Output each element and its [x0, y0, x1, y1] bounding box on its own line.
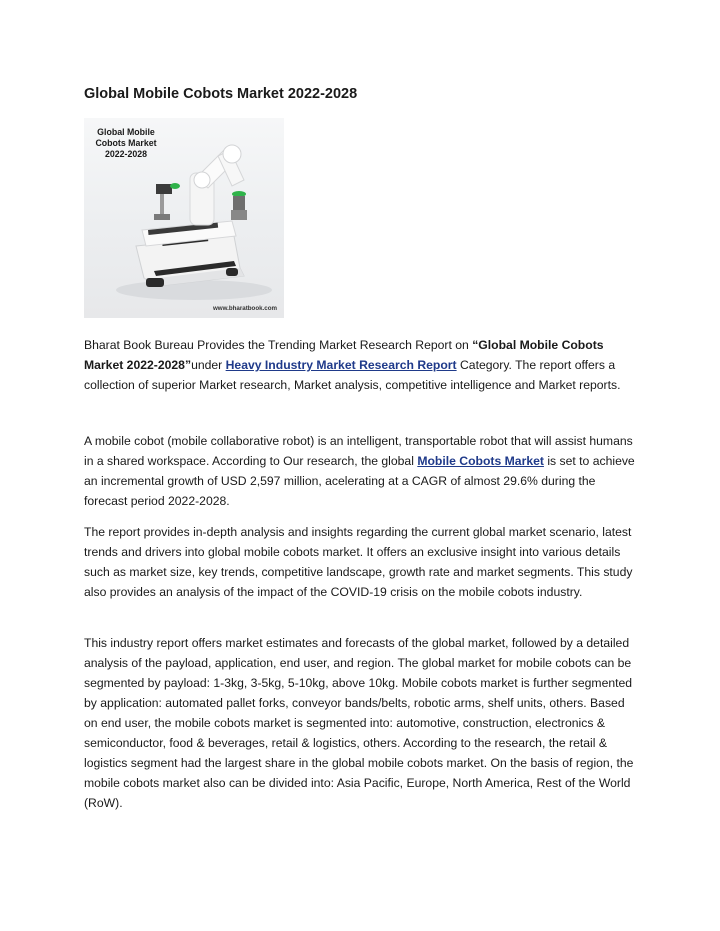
definition-paragraph: [84, 431, 636, 511]
market-link[interactable]: Mobile Cobots Market: [417, 454, 544, 468]
intro-paragraph: [84, 335, 636, 395]
page-title: Global Mobile Cobots Market 2022-2028: [84, 86, 358, 102]
intro-text-mid: under: [191, 358, 226, 372]
cover-title-line: Global Mobile: [97, 127, 155, 137]
analysis-paragraph: The report provides in-depth analysis and insights regarding the current global market scenario, latest trends and drivers into global mobile cobots market. It offers an exclusive insight into various details such as market size, key trends, competitive landscape, growth rate and market segments. This study also provides an analysis of the impact of the COVID-19 crisis on the mobile cobots industry.: [84, 525, 633, 599]
report-name: “Global Mobile Cobots Market 2022-2028”: [84, 338, 604, 372]
intro-text-end: Category. The report offers a collection of superior Market research, Market analysis, competitive intelligence and Market reports.: [84, 358, 621, 392]
cover-title-line: 2022-2028: [104, 149, 148, 159]
intro-text: Bharat Book Bureau Provides the Trending Market Research Report on: [84, 338, 473, 352]
cover-url: www.bharatbook.com: [212, 305, 277, 312]
cover-title: [94, 127, 158, 160]
cover-image: [84, 118, 284, 318]
definition-text: A mobile cobot (mobile collaborative robot) is an intelligent, transportable robot that will assist humans in a shared workspace. According to Our research, the global: [84, 434, 633, 468]
segmentation-paragraph: This industry report offers market estimates and forecasts of the global market, followed by a detailed analysis of the payload, application, end user, and region. The global market for mobile cobots can be segmented by payload: 1-3kg, 3-5kg, 5-10kg, above 10kg. Mobile cobots market is further segmented by application: automated pallet forks, conveyor bands/belts, robotic arms, shelf units, others. Based on end user, the mobile cobots market is segmented into: automotive, construction, electronics & semiconductor, food & beverages, retail & logistics, others. According to the research, the retail & logistics segment had the largest share in the global mobile cobots market. On the basis of region, the mobile cobots market also can be divided into: Asia Pacific, Europe, North America, Rest of the World (RoW).: [84, 636, 634, 810]
category-link[interactable]: Heavy Industry Market Research Report: [225, 358, 457, 372]
cover-title-line: Cobots Market: [95, 138, 157, 148]
definition-text-end: is set to achieve an incremental growth of USD 2,597 million, acelerating at a CAGR of almost 29.6% during the forecast period 2022-2028.: [84, 454, 635, 508]
